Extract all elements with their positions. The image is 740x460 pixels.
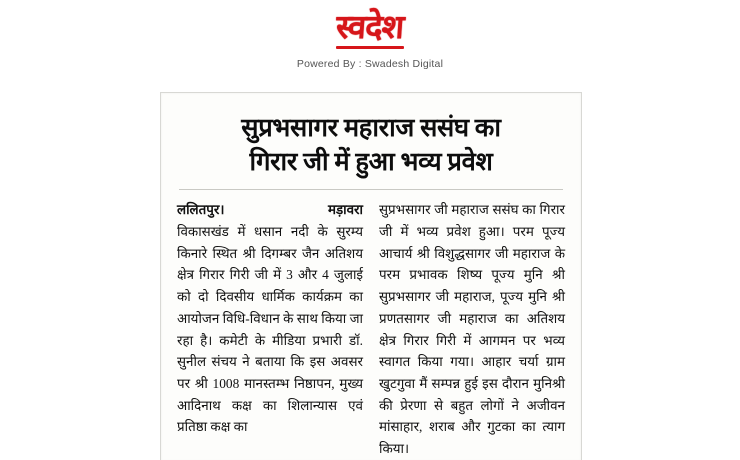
headline-line-2: गिरार जी में हुआ भव्य प्रवेश <box>249 146 493 176</box>
article-column-right <box>379 199 565 459</box>
masthead <box>0 0 740 70</box>
headline-line-1: सुप्रभसागर महाराज ससंघ का <box>241 113 501 142</box>
article-clipping <box>160 92 582 460</box>
article-body-left: विकासखंड में धसान नदी के सुरम्य किनारे स्थित श्री दिगम्बर जैन अतिशय क्षेत्र गिरार गिरी जी में 3 और 4 जुलाई को दो दिवसीय धार्मिक कार्यक्रम का आयोजन विधि-विधान के साथ किया जा रहा है। कमेटी के मीडिया प्रभारी डॉ. सुनील संचय ने बताया कि इस अवसर पर श्री 1008 मानस्तम्भ निष्ठापन, मुख्य आदिनाथ कक्ष का शिलान्यास एवं प्रतिष्ठा कक्ष का <box>177 224 363 435</box>
article-columns <box>177 199 565 459</box>
logo-underline <box>336 46 403 49</box>
dateline-row <box>177 199 363 221</box>
headline-divider <box>179 189 563 190</box>
article-column-left <box>177 199 363 459</box>
powered-by-label: Powered By : Swadesh Digital <box>296 58 444 70</box>
logo-text: स्वदेश <box>335 10 405 46</box>
swadesh-logo <box>336 12 403 49</box>
article-body-right: सुप्रभसागर जी महाराज ससंघ का गिरार जी में भव्य प्रवेश हुआ। परम पूज्य आचार्य श्री विशुद्धसागर जी महाराज के परम प्रभावक शिष्य पूज्य मुनि श्री सुप्रभसागर जी महाराज, पूज्य मुनि श्री प्रणतसागर जी महाराज का अतिशय क्षेत्र गिरार गिरी में आगमन पर भव्य स्वागत किया गया। आहार चर्या ग्राम खुटगुवा मैं सम्पन्न हुई इस दौरान मुनिश्री की प्रेरणा से बहुत लोगों ने अजीवन मांसाहार, शराब और गुटका का त्याग किया। <box>379 202 565 457</box>
article-headline <box>177 111 565 178</box>
dateline: ललितपुर। <box>177 202 225 218</box>
dateline-place: मड़ावरा <box>327 202 363 218</box>
